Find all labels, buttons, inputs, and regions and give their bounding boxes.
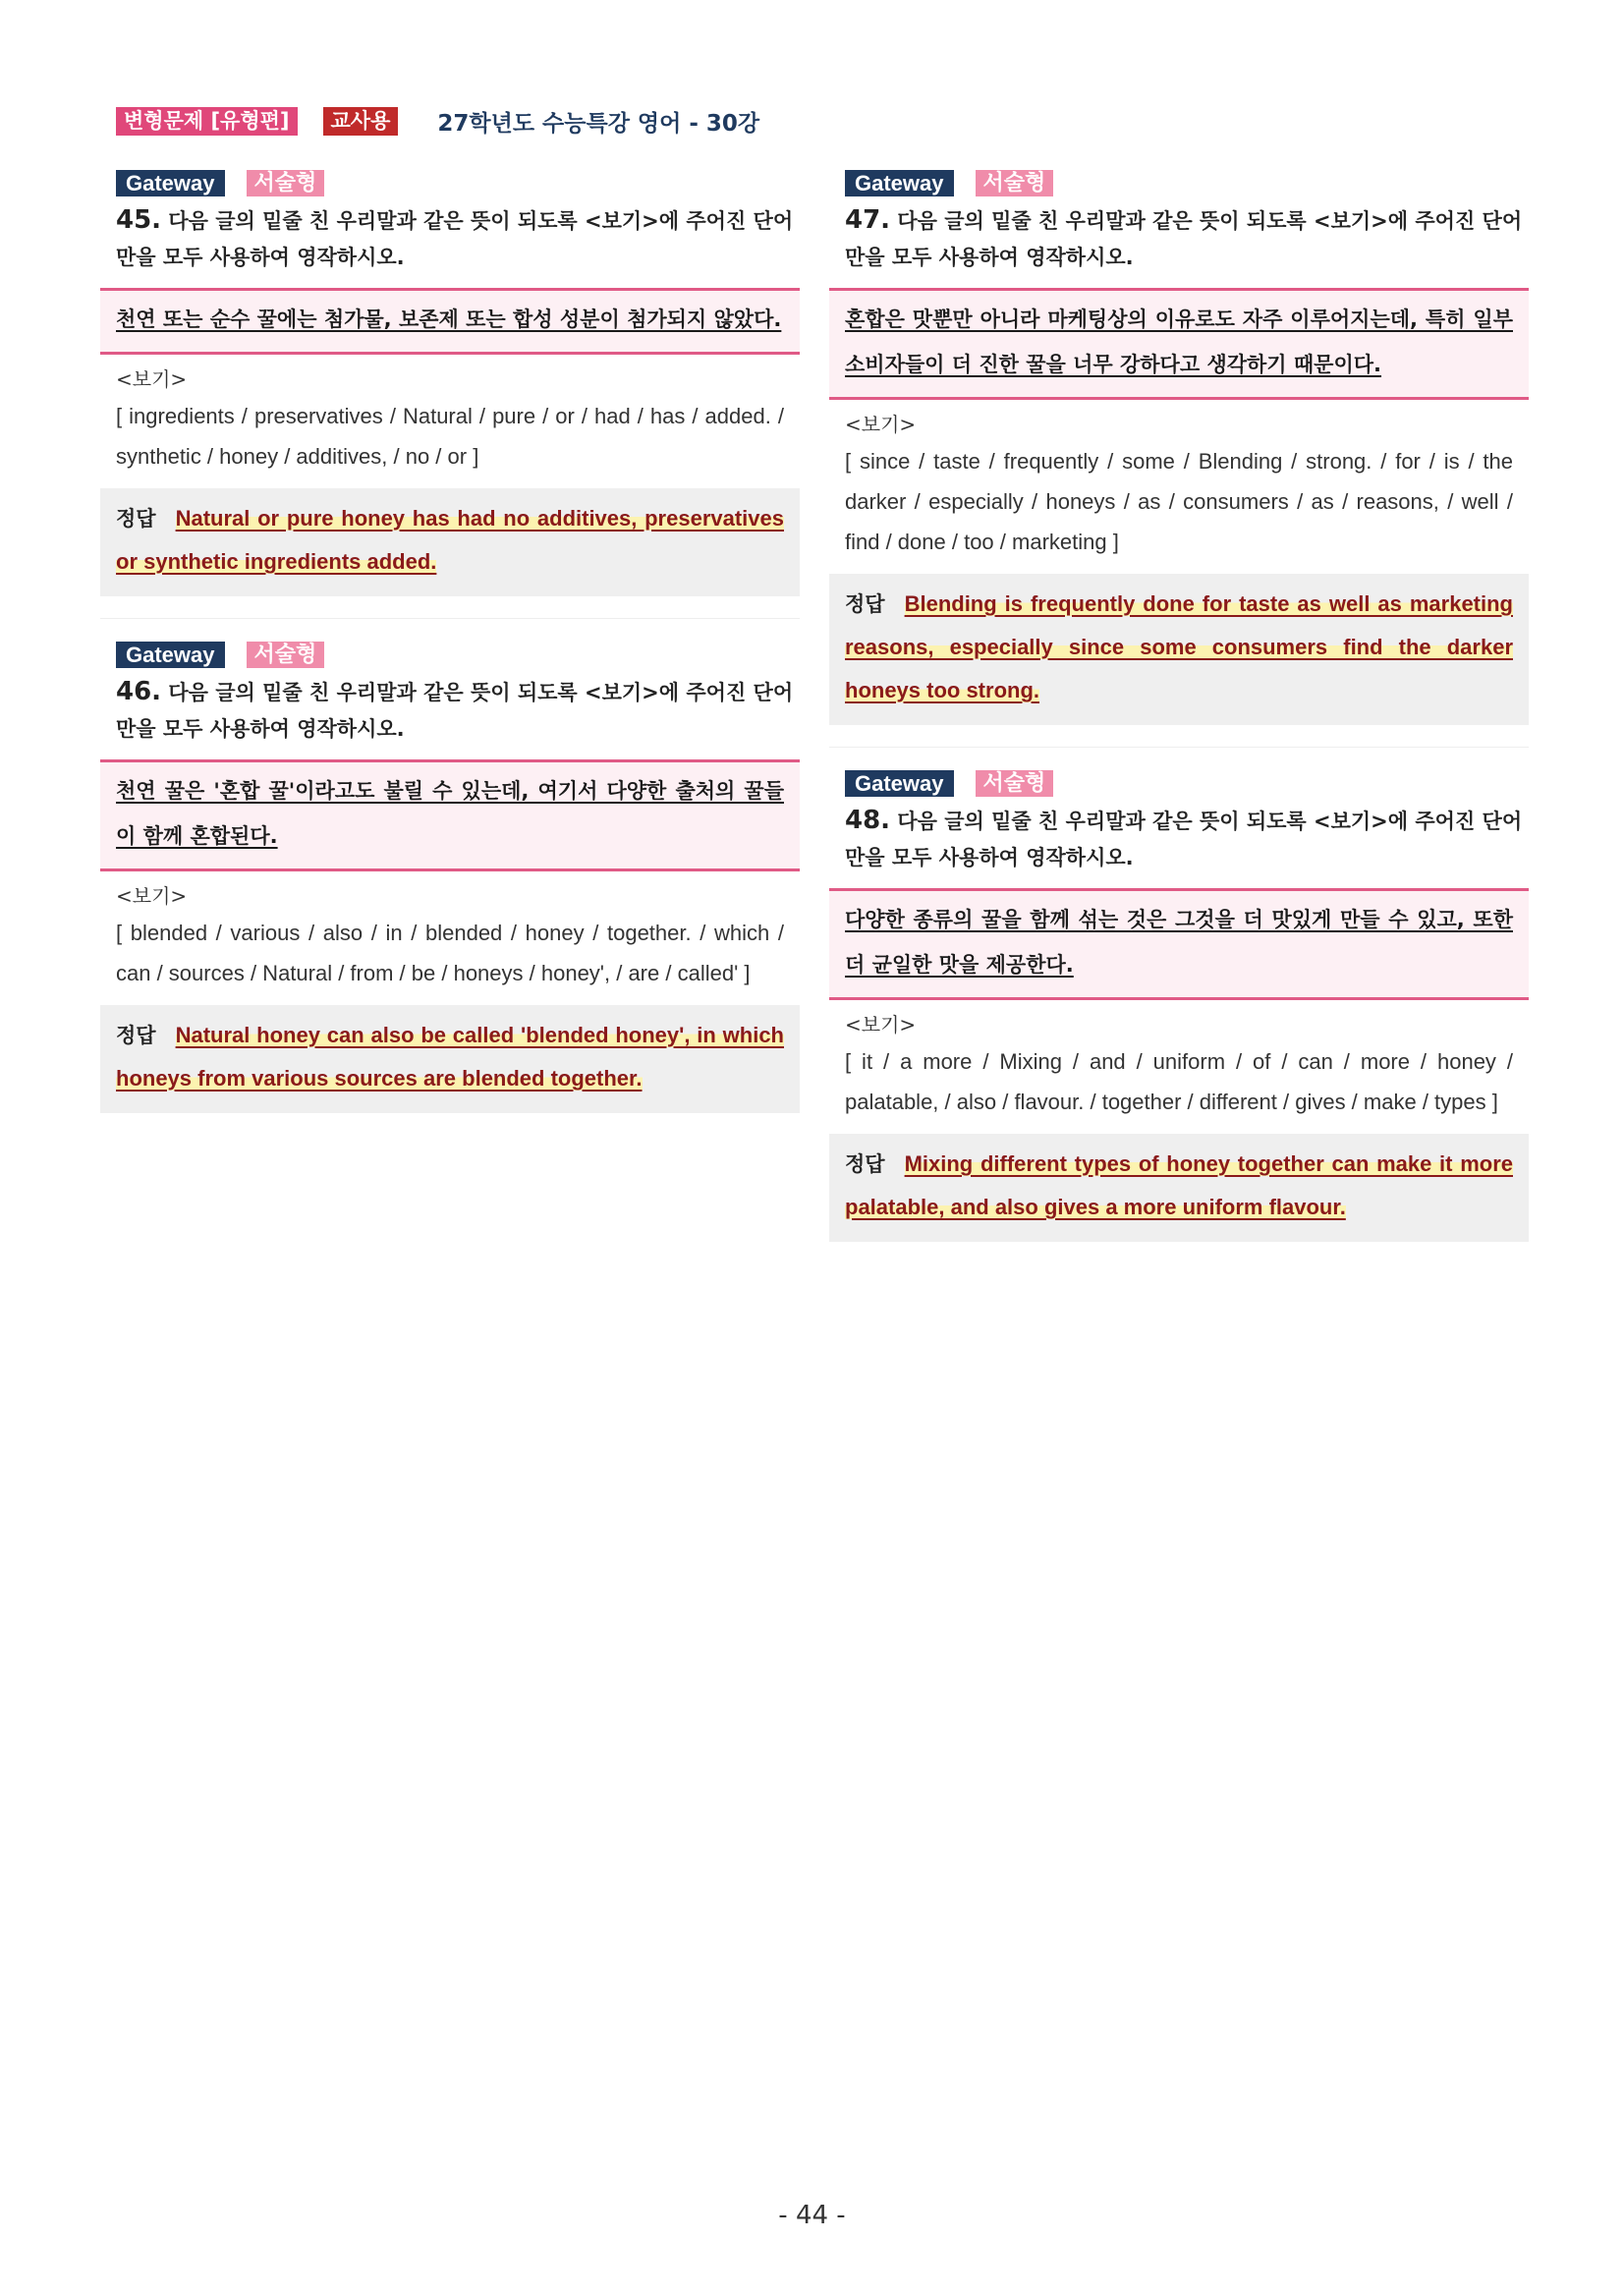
question-number: 48. <box>845 806 891 835</box>
question-number: 46. <box>116 677 162 706</box>
teacher-tag: 교사용 <box>323 107 399 136</box>
bogi-label: <보기> <box>845 413 917 436</box>
bogi-label: <보기> <box>116 884 188 908</box>
question-text <box>116 202 800 276</box>
problem-48 <box>829 769 1529 1242</box>
problem-badges <box>116 169 800 196</box>
left-column <box>100 169 800 1135</box>
question-text <box>116 674 800 748</box>
answer-label: 정답 <box>116 507 156 531</box>
type-badge: 서술형 <box>247 642 325 668</box>
gateway-badge: Gateway <box>116 170 225 196</box>
gateway-badge: Gateway <box>845 770 954 797</box>
bogi-label: <보기> <box>845 1013 917 1036</box>
document-title: 27학년도 수능특강 영어 - 30강 <box>437 110 760 137</box>
type-badge: 서술형 <box>976 170 1054 196</box>
problem-badges <box>116 641 800 668</box>
problem-badges <box>845 169 1529 196</box>
right-column <box>829 169 1529 1263</box>
answer-text: Natural honey can also be called 'blended honey', in which honeys from various sources are blended together. <box>116 1023 784 1091</box>
question-instruction: 다음 글의 밑줄 친 우리말과 같은 뜻이 되도록 <보기>에 주어진 단어만을 모두 사용하여 영작하시오. <box>845 209 1523 269</box>
question-text <box>845 803 1529 876</box>
problem-46 <box>100 641 800 1113</box>
category-tag: 변형문제 [유형편] <box>116 107 298 136</box>
word-bank: [ blended / various / also / in / blended / honey / together. / which / can / sources / Natural / from / be / honeys / honey', / are / called' ] <box>116 921 784 985</box>
bogi-label: <보기> <box>116 367 188 391</box>
answer-label: 정답 <box>116 1024 156 1047</box>
question-instruction: 다음 글의 밑줄 친 우리말과 같은 뜻이 되도록 <보기>에 주어진 단어만을 모두 사용하여 영작하시오. <box>116 681 794 741</box>
word-bank: [ since / taste / frequently / some / Blending / strong. / for / is / the darker / especially / honeys / as / consumers / as / reasons, / well / find / done / too / marketing ] <box>845 449 1513 554</box>
page-header <box>116 106 759 136</box>
korean-sentence: 천연 또는 순수 꿀에는 첨가물, 보존제 또는 합성 성분이 첨가되지 않았다. <box>100 288 800 355</box>
answer-text: Mixing different types of honey together can make it more palatable, and also gives a more uniform flavour. <box>845 1151 1513 1219</box>
page-number: - 44 - <box>778 2201 846 2230</box>
korean-sentence: 다양한 종류의 꿀을 함께 섞는 것은 그것을 더 맛있게 만들 수 있고, 또한 더 균일한 맛을 제공한다. <box>829 888 1529 1000</box>
answer-label: 정답 <box>845 592 885 616</box>
answer-box <box>829 574 1529 725</box>
word-bank: [ it / a more / Mixing / and / uniform / of / can / more / honey / palatable, / also / flavour. / together / different / gives / make / types ] <box>845 1049 1513 1114</box>
question-text <box>845 202 1529 276</box>
korean-sentence: 천연 꿀은 '혼합 꿀'이라고도 불릴 수 있는데, 여기서 다양한 출처의 꿀들이 함께 혼합된다. <box>100 759 800 871</box>
answer-box <box>100 1005 800 1113</box>
divider <box>100 618 800 619</box>
answer-label: 정답 <box>845 1152 885 1176</box>
question-instruction: 다음 글의 밑줄 친 우리말과 같은 뜻이 되도록 <보기>에 주어진 단어만을 모두 사용하여 영작하시오. <box>845 810 1523 869</box>
divider <box>829 747 1529 748</box>
type-badge: 서술형 <box>247 170 325 196</box>
problem-47 <box>829 169 1529 725</box>
type-badge: 서술형 <box>976 770 1054 797</box>
word-bank: [ ingredients / preservatives / Natural / pure / or / had / has / added. / synthetic / honey / additives, / no / or ] <box>116 404 784 469</box>
answer-box <box>829 1134 1529 1242</box>
korean-sentence: 혼합은 맛뿐만 아니라 마케팅상의 이유로도 자주 이루어지는데, 특히 일부 소비자들이 더 진한 꿀을 너무 강하다고 생각하기 때문이다. <box>829 288 1529 400</box>
question-instruction: 다음 글의 밑줄 친 우리말과 같은 뜻이 되도록 <보기>에 주어진 단어만을 모두 사용하여 영작하시오. <box>116 209 794 269</box>
question-number: 47. <box>845 205 891 235</box>
answer-text: Blending is frequently done for taste as well as marketing reasons, especially since some consumers find the darker honeys too strong. <box>845 591 1513 702</box>
question-number: 45. <box>116 205 162 235</box>
problem-badges <box>845 769 1529 797</box>
answer-box <box>100 488 800 596</box>
gateway-badge: Gateway <box>845 170 954 196</box>
gateway-badge: Gateway <box>116 642 225 668</box>
problem-45 <box>100 169 800 596</box>
answer-text: Natural or pure honey has had no additives, preservatives or synthetic ingredients added. <box>116 506 784 574</box>
